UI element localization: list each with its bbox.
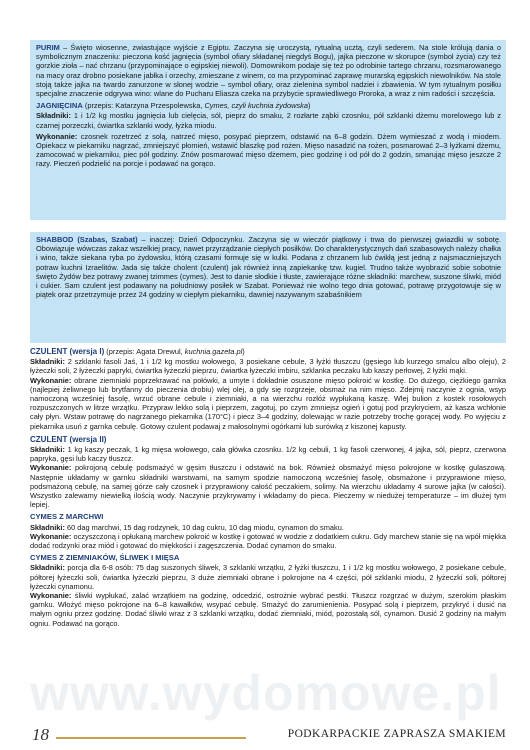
recipes-section [30,347,506,628]
cymes-marchwi-ingredients: Składniki: 60 dag marchwi, 15 dag rodzynek, 10 dag cukru, 10 dag miodu, cynamon do smaku. [30,522,344,532]
purim-paragraph [36,43,501,98]
cymes-ziemniakow-title: CYMES Z ZIEMNIAKÓW, ŚLIWEK I MIĘSA [30,553,180,563]
czulent1-ingredients: Składniki: 2 szklanki fasoli Jaś, 1 i 1/2 kg mostku wołowego, 3 posiekane cebule, 3 łyżki tłuszczu (gęsiego lub kurzego smalcu albo oleju), 2 łyżeczki soli, 2 łyżeczki papryki, ćwiartka łyżeczki pieprzu, ćwiartka łyżeczki imbiru, szklanka peczaku lub kaszy perłowej, 2 łyżki mąki. [30,357,506,376]
czulent1-title: CZULENT (wersja I) [30,347,105,356]
footer-title: PODKARPACKIE ZAPRASZA SMAKIEM [287,728,506,740]
czulent1-preparation: Wykonanie: obrane ziemniaki poprzekrawać na połówki, a umyte i dokładnie osuszone mięso pokroić w kostkę. Do dużego, ciężkiego garnka (najlepiej żeliwnego lub brytfanny do pieczenia drobiu) wlej olej, a gdy się rozgrzeje, obsmaż na nim mięso. Zdejmij naczynie z ognia, wsyp namoczoną wcześniej fasolę, wrzuć obrane cebule i ziemniaki, a na wierzchu rozłóż wypłukaną kaszę. Wlej bulion z kostek rosołowych rozpuszczonych w litrze wrzątku. Przypraw lekko solą i pieprzem, zagotuj, po czym zmniejsz ogień i gotuj pod przykryciem, aż kasza wchłonie cały płyn. Wstaw potrawę do nagrzanego piekarnika (170°C) i piecz 3–4 godziny, dolewając w razie potrzeby trochę gorącej wody. Po wyjęciu z piekarnika usuń z garnka cebulę. Gotowy czulent podawaj z małosolnymi ogórkami lub surówką z kiszonej kapusty. [30,375,506,431]
shabbod-title: SHABBOD (Szabas, Szabat) [36,235,138,244]
cymes-marchwi-title: CYMES Z MARCHWI [30,512,104,522]
jagniecina-source: (przepis: Katarzyna Przespolewska, Cymes, czyli kuchnia żydowska) [82,101,311,111]
shabbod-text: – inaczej: Dzień Odpoczynku. Zaczyna się w wieczór piątkowy i trwa do pierwszej gwiazdki w sobotę. Obowiązuje wówczas zakaz wszelkiej pracy, nawet przyrządzanie ciepłych posiłków. Do charakterystycznych dań szabasowych należy chałka i wino, także siekana ryba po żydowsku, którą czasami formuje się w kulki. Podana z chrzanem lub ćwikłą jest jedną z najsmaczniejszych potraw kuchni Izraelitów. Jada się także cholent (czulent) jak również inną zapiekankę tzw. kugiel. Trudno także wyobrazić sobie sobotnie święto Żydów bez potrawy zwanej tzimmes (cymes). Jest to danie słodkie i tłuste, zawierające różne składniki: marchew, suszone śliwki, miód i cukier. Sam czulent jest podawany na południowy posiłek w Szabat. Ponieważ nie wolno tego dnia gotować, potrawę przygotowuje się w piątek oraz przetrzymuje przez 24 godziny w ciepłym piekarniku, dawniej nazywanym szabaśnikiem [36,235,501,300]
shabbod-paragraph [36,235,501,299]
cymes-marchwi-preparation: Wykonanie: oczyszczoną i opłukaną marchew pokroić w kostkę i gotować w wodzie z dodatkiem cukru. Gdy marchew stanie się na wpół miękka dodać rodzynki oraz miód i gotować do miękkości i zagęszczenia. Dodać cynamon do smaku. [30,531,506,551]
shabbod-box [30,232,506,343]
czulent2-preparation: Wykonanie: pokrojoną cebulę podsmażyć w gęsim tłuszczu i odstawić na bok. Również obsmażyć mięso pokrojone w kostkę gulaszową. Następnie układamy w garnku składniki warstwami, na samym spodzie namoczoną wcześniej fasolę, obsmażone i przyprawione mięso, podsmażoną cebulę, na samej górze cały czosnek i przyprawiony całość peczakiem, solimy. Na wierzchu układamy 4 surowe jajka (w całości). Wszystko zalewamy niewielką ilością wody. Naczynie przykrywamy i wkładamy do pieca. Pieczemy w niedużej temperaturze – im dłużej tym lepiej. [30,463,506,510]
cymes-ziemniakow-preparation: Wykonanie: śliwki wypłukać, zalać wrzątkiem na godzinę, odcedzić, ostrożnie wybrać pestki. Tłuszcz rozgrzać w dużym, szerokim płaskim garnku. Włożyć mięso pokrojone na 6–8 kawałków, wsypać cebulę. Smażyć do zarumienienia. Posypać solą i pieprzem, przykryć i dusić na małym ogniu przez godzinę. Dodać śliwki wraz z 3 szklanki wrzątku, dodać ziemniaki, miód, pozostałą sól, cynamon. Dusić 2 godziny na małym ogniu. Podawać na gorąco. [30,591,506,628]
jagniecina-preparation: Wykonanie: czosnek rozetrzeć z solą, natrzeć mięso, posypać pieprzem, odstawić na 6–8 godzin. Dżem wymieszać z wodą i miodem. Opiekacz w piekarniku nagrzać, zmniejszyć płomień, wstawić blaszkę pod rożen. Mięso nasadzić na rożen, posmarować 2–3 łyżkami dżemu, zamocować w piekarniku, piec pół godziny. Znów posmarować mięso dżemem, piec godzinę i od pół do 2 godzin, smarując mięso jeszcze 2 razy. Pieczeń podzielić na porcje i podawać na gorąco. [36,131,501,169]
purim-box [30,40,506,220]
jagniecina-title: JAGNIĘCINA [36,101,83,111]
jagniecina-title-line [36,101,501,110]
page-number: 18 [32,725,49,744]
jagniecina-ingredients: Składniki: 1 i 1/2 kg mostku jagnięcia lub cielęcia, sól, pieprz do smaku, 2 rozłarte ząbki czosnku, pół szklanki dżemu morelowego lub z czarnej porzeczki, ćwiartka szklanki wody, łyżka miodu. [36,111,501,130]
purim-title: PURIM [36,43,60,52]
czulent2-title: CZULENT (wersja II) [30,434,107,444]
footer-rule [56,737,246,739]
czulent2-ingredients: Składniki: 1 kg kaszy peczak, 1 kg mięsa wołowego, cała główka czosnku. 1/2 kg cebuli, 1 kg fasoli czerwonej, 4 jajka, sól, pieprz, czerwona papryka, gęsi lub kaczy tłuszcz. [30,445,506,464]
czulent1-source: (przepis: Agata Drewul, kuchnia.gazeta.pl) [104,347,245,356]
cymes-ziemniakow-ingredients: Składniki: porcja dla 6-8 osób: 75 dag suszonych śliwek, 3 szklanki wrzątku, 2 łyżki tłuszczu, 1 i 1/2 kg mostku wołowego, 2 posiekane cebule, półtorej łyżeczki soli, ćwiartka łyżeczki pieprzu, 3 duże ziemniaki obrane i pokrojone na 4 części, pół szklanki miodu, 2 łyżeczki soli, półtorej łyżeczki cynamonu. [30,563,506,591]
czulent1-title-line [30,347,506,356]
watermark: www.wydomowe.pl [30,665,502,721]
purim-text: – Święto wiosenne, zwiastujące wyjście z Egiptu. Zaczyna się uroczystą, rytualną ucztą, czyli sederem. Na stole królują dania o symbolicznym znaczeniu: pieczona kość jagnięcia (symbol ofiary składanej niegdyś Bogu), jajka pieczone w skorupce (symbol życia) czy też gorzkie zioła – nać chrzanu (przypominające o egipskiej niewoli). Domownikom podaje się też po odrobinie tartego chrzanu, rozsmarowanego na macy oraz drobno posiekane jabłka i orzechy, zmieszane z winem, co ma przypominać zaprawę murarską egipskich niewolników. Na stole stoją także jajka na twardo zanurzone w słonej wodzie – symbol ofiary, oraz zielenina symbol nadziei i zbawienia. W tym rytualnym posiłku specjalne znaczenie odgrywa wino: wlane do Pucharu Eliasza czeka na przybycie sprawiedliwego Proroka, a wraz z nim radości i szczęścia. [36,43,501,99]
